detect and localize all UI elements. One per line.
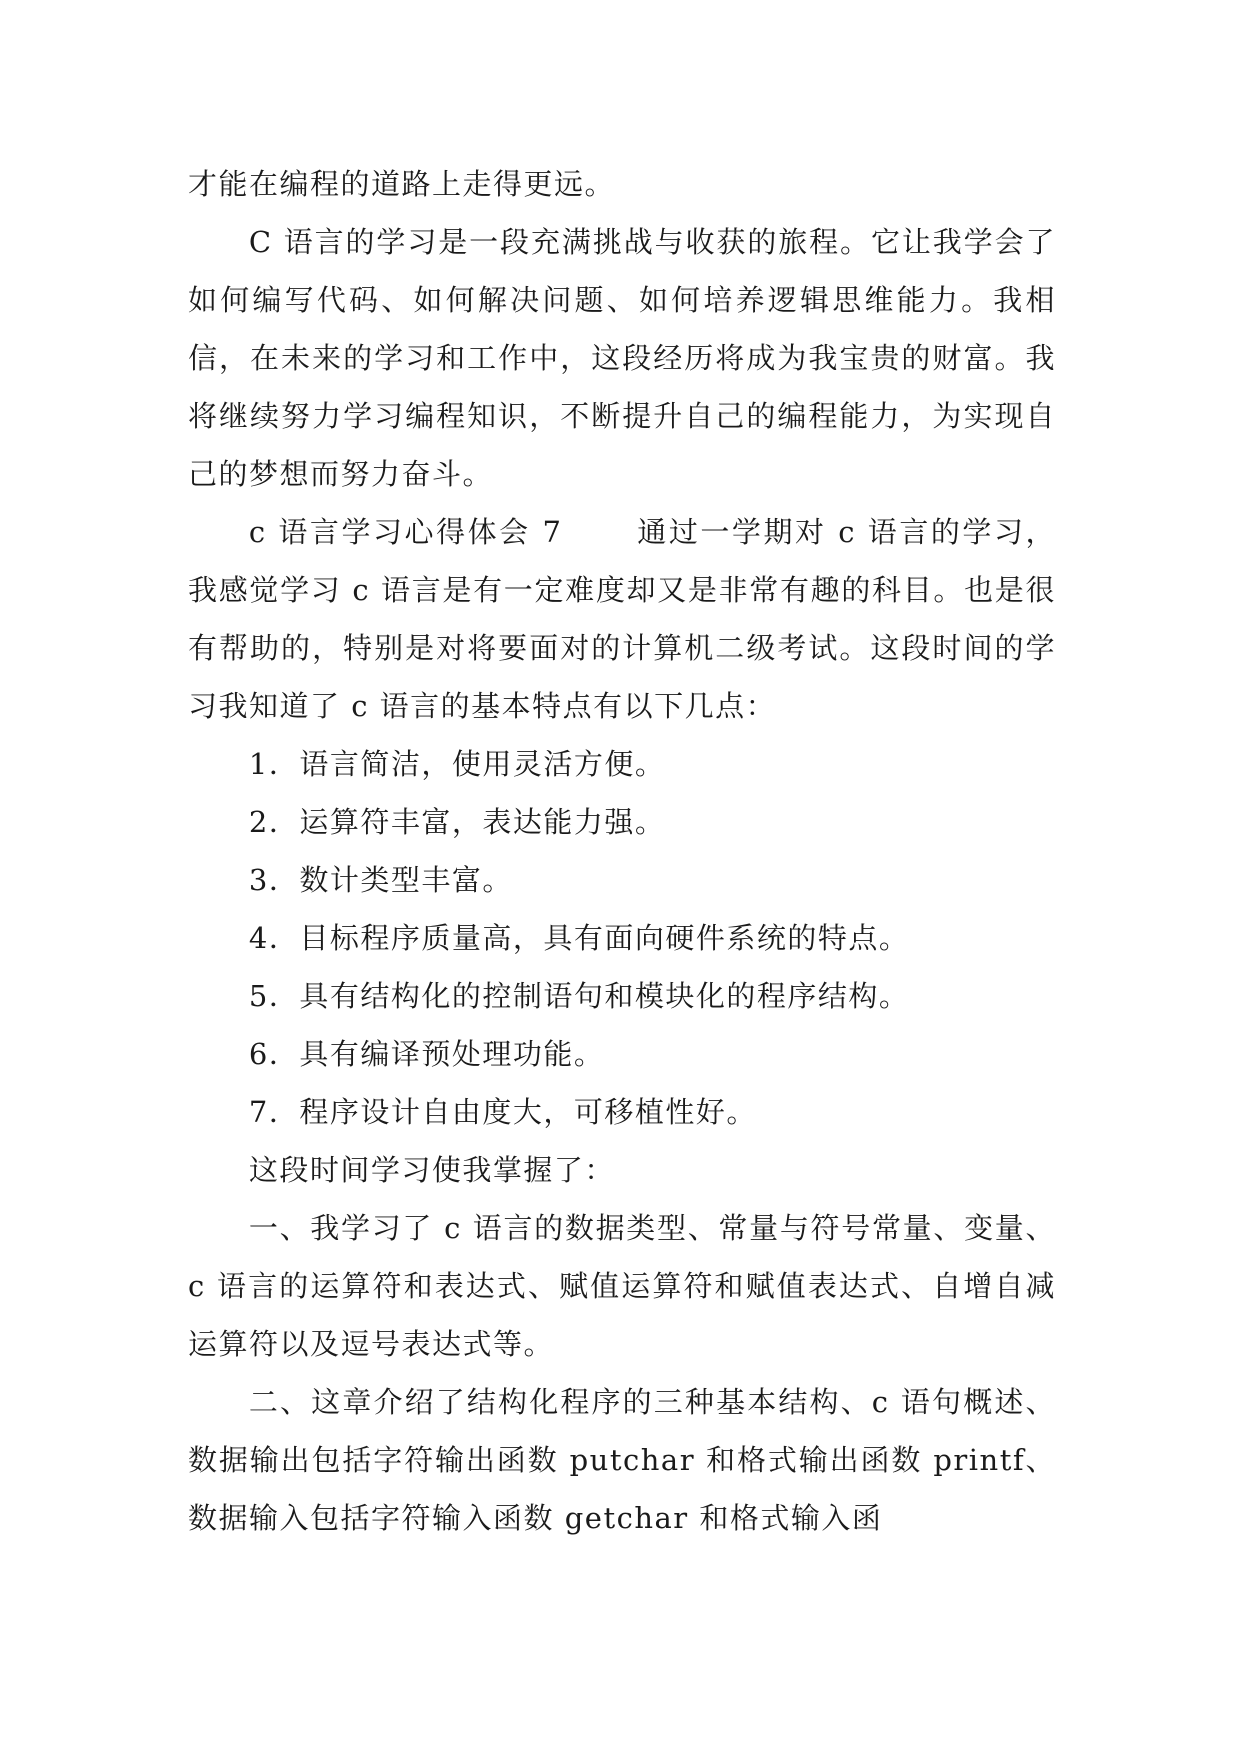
paragraph-learned-part-1: 一、我学习了 c 语言的数据类型、常量与符号常量、变量、c 语言的运算符和表达式、赋值运算符和赋值表达式、自增自减运算符以及逗号表达式等。: [188, 1211, 1056, 1361]
paragraph-learned-part-2: 二、这章介绍了结构化程序的三种基本结构、c 语句概述、数据输出包括字符输出函数 putchar 和格式输出函数 printf、数据输入包括字符输入函数 getchar 和格式输入函: [188, 1385, 1056, 1535]
document-body: [188, 155, 1056, 1547]
paragraph-continuation: 才能在编程的道路上走得更远。: [188, 167, 616, 201]
list-item-feature-6: 6．具有编译预处理功能。: [248, 1037, 605, 1071]
paragraph-learned-heading: 这段时间学习使我掌握了：: [248, 1153, 615, 1187]
paragraph-section-7-intro: c 语言学习心得体会 7 通过一学期对 c 语言的学习，我感觉学习 c 语言是有一定难度却又是非常有趣的科目。也是很有帮助的，特别是对将要面对的计算机二级考试。这段时间的学习我知道了 c 语言的基本特点有以下几点：: [188, 515, 1056, 723]
list-item-feature-4: 4．目标程序质量高，具有面向硬件系统的特点。: [248, 921, 910, 955]
list-item-feature-3: 3．数计类型丰富。: [248, 863, 513, 897]
list-item-feature-5: 5．具有结构化的控制语句和模块化的程序结构。: [248, 979, 910, 1013]
list-item-feature-1: 1．语言简洁，使用灵活方便。: [248, 747, 666, 781]
list-item-feature-2: 2．运算符丰富，表达能力强。: [248, 805, 666, 839]
paragraph-c-language-journey: C 语言的学习是一段充满挑战与收获的旅程。它让我学会了如何编写代码、如何解决问题、如何培养逻辑思维能力。我相信，在未来的学习和工作中，这段经历将成为我宝贵的财富。我将继续努力学习编程知识，不断提升自己的编程能力，为实现自己的梦想而努力奋斗。: [188, 225, 1056, 491]
list-item-feature-7: 7．程序设计自由度大，可移植性好。: [248, 1095, 757, 1129]
